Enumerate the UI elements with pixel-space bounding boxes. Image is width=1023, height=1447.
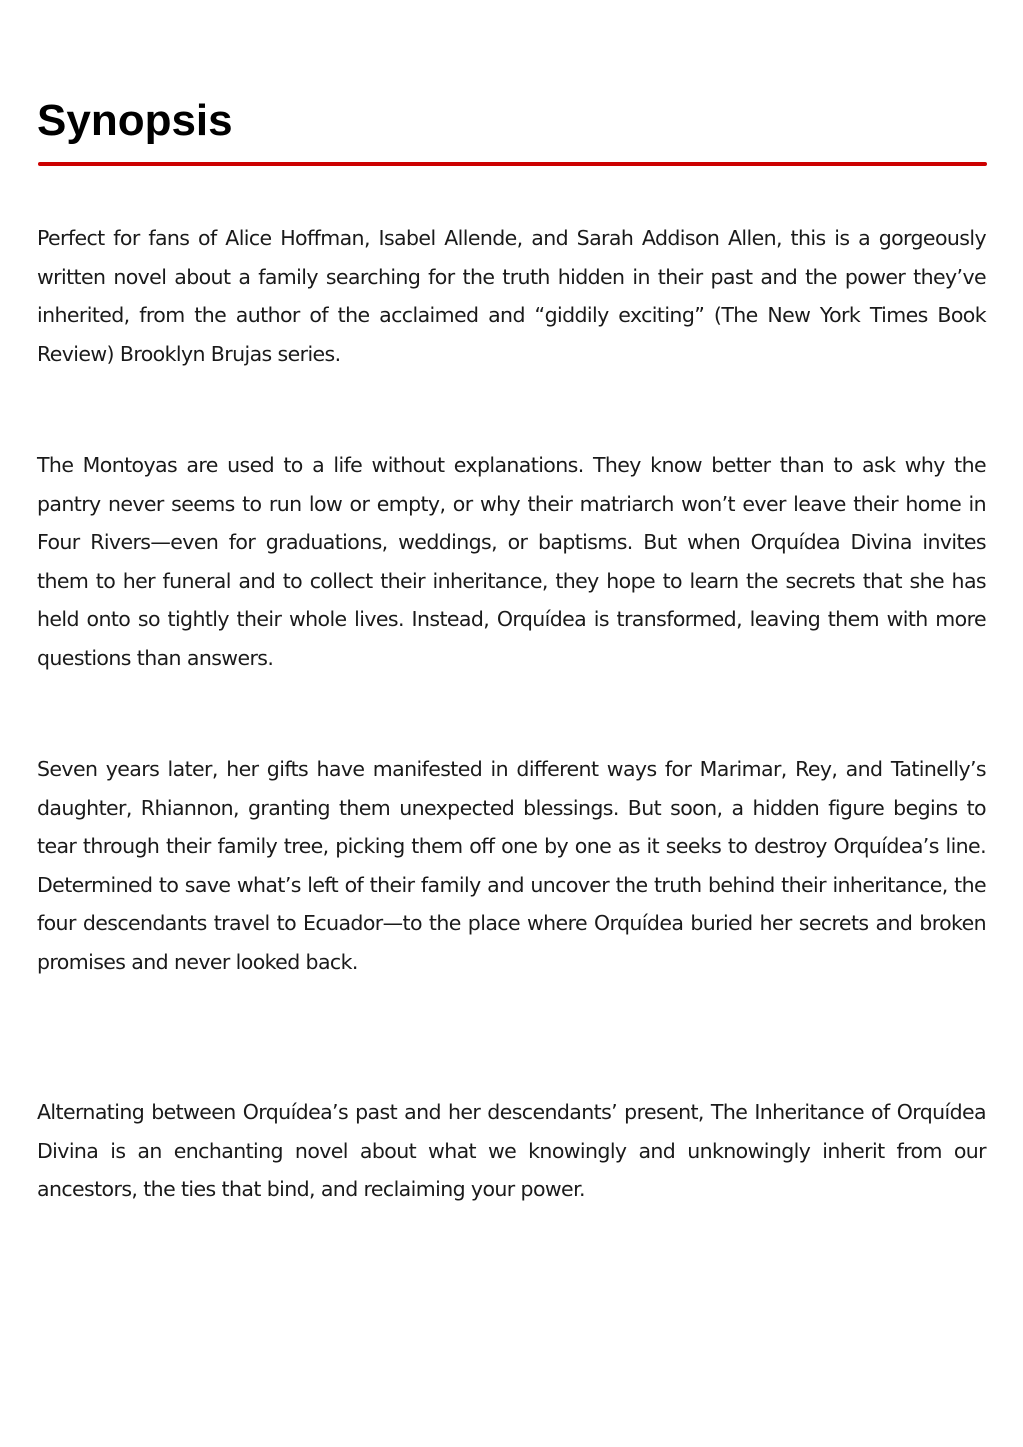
title-divider bbox=[38, 162, 987, 166]
synopsis-paragraph-4: Alternating between Orquídea’s past and her descendants’ present, The Inheritance of Orquídea Divina is an enchanting novel about what we knowingly and unknowingly inherit from our ancestors, the ties that bind, and reclaiming your power. bbox=[37, 1100, 986, 1202]
page-title: Synopsis bbox=[37, 96, 233, 145]
synopsis-paragraph-3: Seven years later, her gifts have manifested in different ways for Marimar, Rey, and Tatinelly’s daughter, Rhiannon, granting them unexpected blessings. But soon, a hidden figure begins to tear through their family tree, picking them off one by one as it seeks to destroy Orquídea’s line. Determined to save what’s left of their family and uncover the truth behind their inheritance, the four descendants travel to Ecuador—to the place where Orquídea buried her secrets and broken promises and never looked back. bbox=[37, 757, 986, 974]
synopsis-paragraph-2: The Montoyas are used to a life without explanations. They know better than to ask why the pantry never seems to run low or empty, or why their matriarch won’t ever leave their home in Four Rivers—even for graduations, weddings, or baptisms. But when Orquídea Divina invites them to her funeral and to collect their inheritance, they hope to learn the secrets that she has held onto so tightly their whole lives. Instead, Orquídea is transformed, leaving them with more questions than answers. bbox=[37, 453, 986, 670]
synopsis-paragraph-1: Perfect for fans of Alice Hoffman, Isabel Allende, and Sarah Addison Allen, this is a gorgeously written novel about a family searching for the truth hidden in their past and the power they’ve inherited, from the author of the acclaimed and “giddily exciting” (The New York Times Book Review) Brooklyn Brujas series. bbox=[37, 226, 986, 366]
